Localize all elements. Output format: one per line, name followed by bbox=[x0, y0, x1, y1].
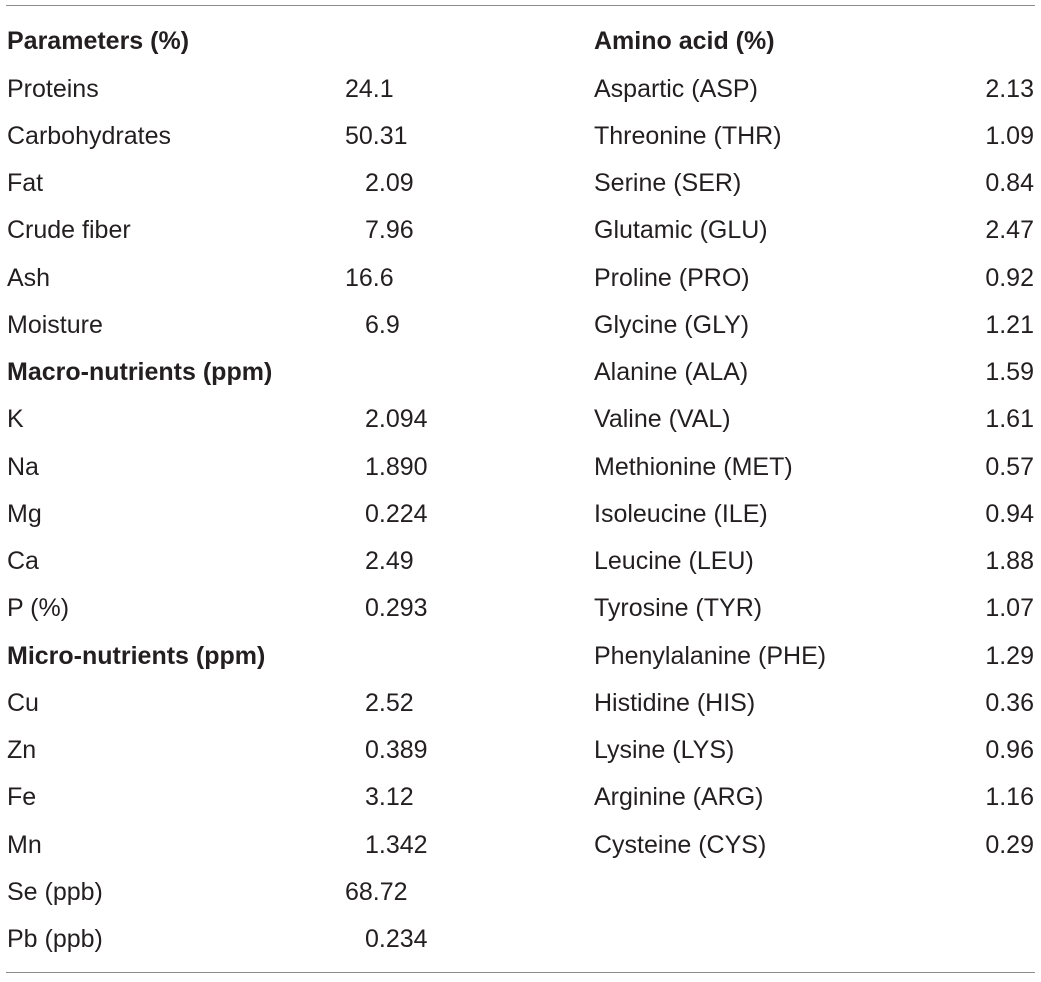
top-rule bbox=[6, 5, 1035, 6]
amino-value: 2.13 bbox=[985, 75, 1034, 103]
param-name: Proteins bbox=[7, 75, 99, 103]
amino-value: 0.96 bbox=[985, 736, 1034, 764]
amino-value: 1.07 bbox=[985, 594, 1034, 622]
micro-value: 68.72 bbox=[345, 878, 408, 906]
amino-acid-header: Amino acid (%) bbox=[594, 27, 775, 55]
param-value: 16.6 bbox=[345, 264, 394, 292]
amino-value: 0.36 bbox=[985, 689, 1034, 717]
amino-value: 0.94 bbox=[985, 500, 1034, 528]
macro-name: Ca bbox=[7, 547, 39, 575]
amino-name: Isoleucine (ILE) bbox=[594, 500, 768, 528]
amino-value: 0.57 bbox=[985, 453, 1034, 481]
amino-name: Arginine (ARG) bbox=[594, 783, 764, 811]
micro-name: Se (ppb) bbox=[7, 878, 103, 906]
macro-name: Mg bbox=[7, 500, 42, 528]
amino-name: Aspartic (ASP) bbox=[594, 75, 758, 103]
micro-name: Pb (ppb) bbox=[7, 925, 103, 953]
amino-value: 1.09 bbox=[985, 122, 1034, 150]
macro-name: Na bbox=[7, 453, 39, 481]
macro-value: 2.094 bbox=[365, 405, 428, 433]
micro-value: 0.234 bbox=[365, 925, 428, 953]
amino-name: Histidine (HIS) bbox=[594, 689, 756, 717]
macro-value: 0.293 bbox=[365, 594, 428, 622]
param-value: 24.1 bbox=[345, 75, 394, 103]
param-name: Fat bbox=[7, 169, 44, 197]
micro-name: Cu bbox=[7, 689, 39, 717]
amino-name: Glutamic (GLU) bbox=[594, 216, 768, 244]
macro-nutrients-header: Macro-nutrients (ppm) bbox=[7, 358, 273, 386]
amino-value: 1.88 bbox=[985, 547, 1034, 575]
macro-name: P (%) bbox=[7, 594, 70, 622]
param-value: 2.09 bbox=[365, 169, 414, 197]
amino-value: 1.29 bbox=[985, 642, 1034, 670]
micro-name: Zn bbox=[7, 736, 37, 764]
macro-name: K bbox=[7, 405, 24, 433]
micro-name: Fe bbox=[7, 783, 37, 811]
macro-value: 0.224 bbox=[365, 500, 428, 528]
amino-name: Lysine (LYS) bbox=[594, 736, 735, 764]
param-value: 7.96 bbox=[365, 216, 414, 244]
micro-value: 3.12 bbox=[365, 783, 414, 811]
amino-name: Alanine (ALA) bbox=[594, 358, 749, 386]
amino-name: Valine (VAL) bbox=[594, 405, 731, 433]
param-name: Moisture bbox=[7, 311, 103, 339]
amino-name: Proline (PRO) bbox=[594, 264, 750, 292]
amino-value: 2.47 bbox=[985, 216, 1034, 244]
amino-value: 1.59 bbox=[985, 358, 1034, 386]
micro-value: 2.52 bbox=[365, 689, 414, 717]
amino-name: Tyrosine (TYR) bbox=[594, 594, 763, 622]
micro-value: 1.342 bbox=[365, 831, 428, 859]
amino-value: 1.16 bbox=[985, 783, 1034, 811]
micro-value: 0.389 bbox=[365, 736, 428, 764]
macro-value: 2.49 bbox=[365, 547, 414, 575]
parameters-header: Parameters (%) bbox=[7, 27, 190, 55]
param-name: Carbohydrates bbox=[7, 122, 171, 150]
amino-value: 0.84 bbox=[985, 169, 1034, 197]
amino-name: Cysteine (CYS) bbox=[594, 831, 767, 859]
amino-value: 1.61 bbox=[985, 405, 1034, 433]
amino-name: Serine (SER) bbox=[594, 169, 742, 197]
amino-name: Leucine (LEU) bbox=[594, 547, 754, 575]
param-value: 6.9 bbox=[365, 311, 400, 339]
amino-value: 0.29 bbox=[985, 831, 1034, 859]
param-value: 50.31 bbox=[345, 122, 408, 150]
amino-name: Methionine (MET) bbox=[594, 453, 793, 481]
amino-name: Threonine (THR) bbox=[594, 122, 782, 150]
micro-name: Mn bbox=[7, 831, 42, 859]
bottom-rule bbox=[6, 972, 1035, 973]
amino-value: 1.21 bbox=[985, 311, 1034, 339]
macro-value: 1.890 bbox=[365, 453, 428, 481]
param-name: Crude fiber bbox=[7, 216, 131, 244]
amino-name: Glycine (GLY) bbox=[594, 311, 750, 339]
amino-name: Phenylalanine (PHE) bbox=[594, 642, 827, 670]
param-name: Ash bbox=[7, 264, 51, 292]
amino-value: 0.92 bbox=[985, 264, 1034, 292]
micro-nutrients-header: Micro-nutrients (ppm) bbox=[7, 642, 266, 670]
